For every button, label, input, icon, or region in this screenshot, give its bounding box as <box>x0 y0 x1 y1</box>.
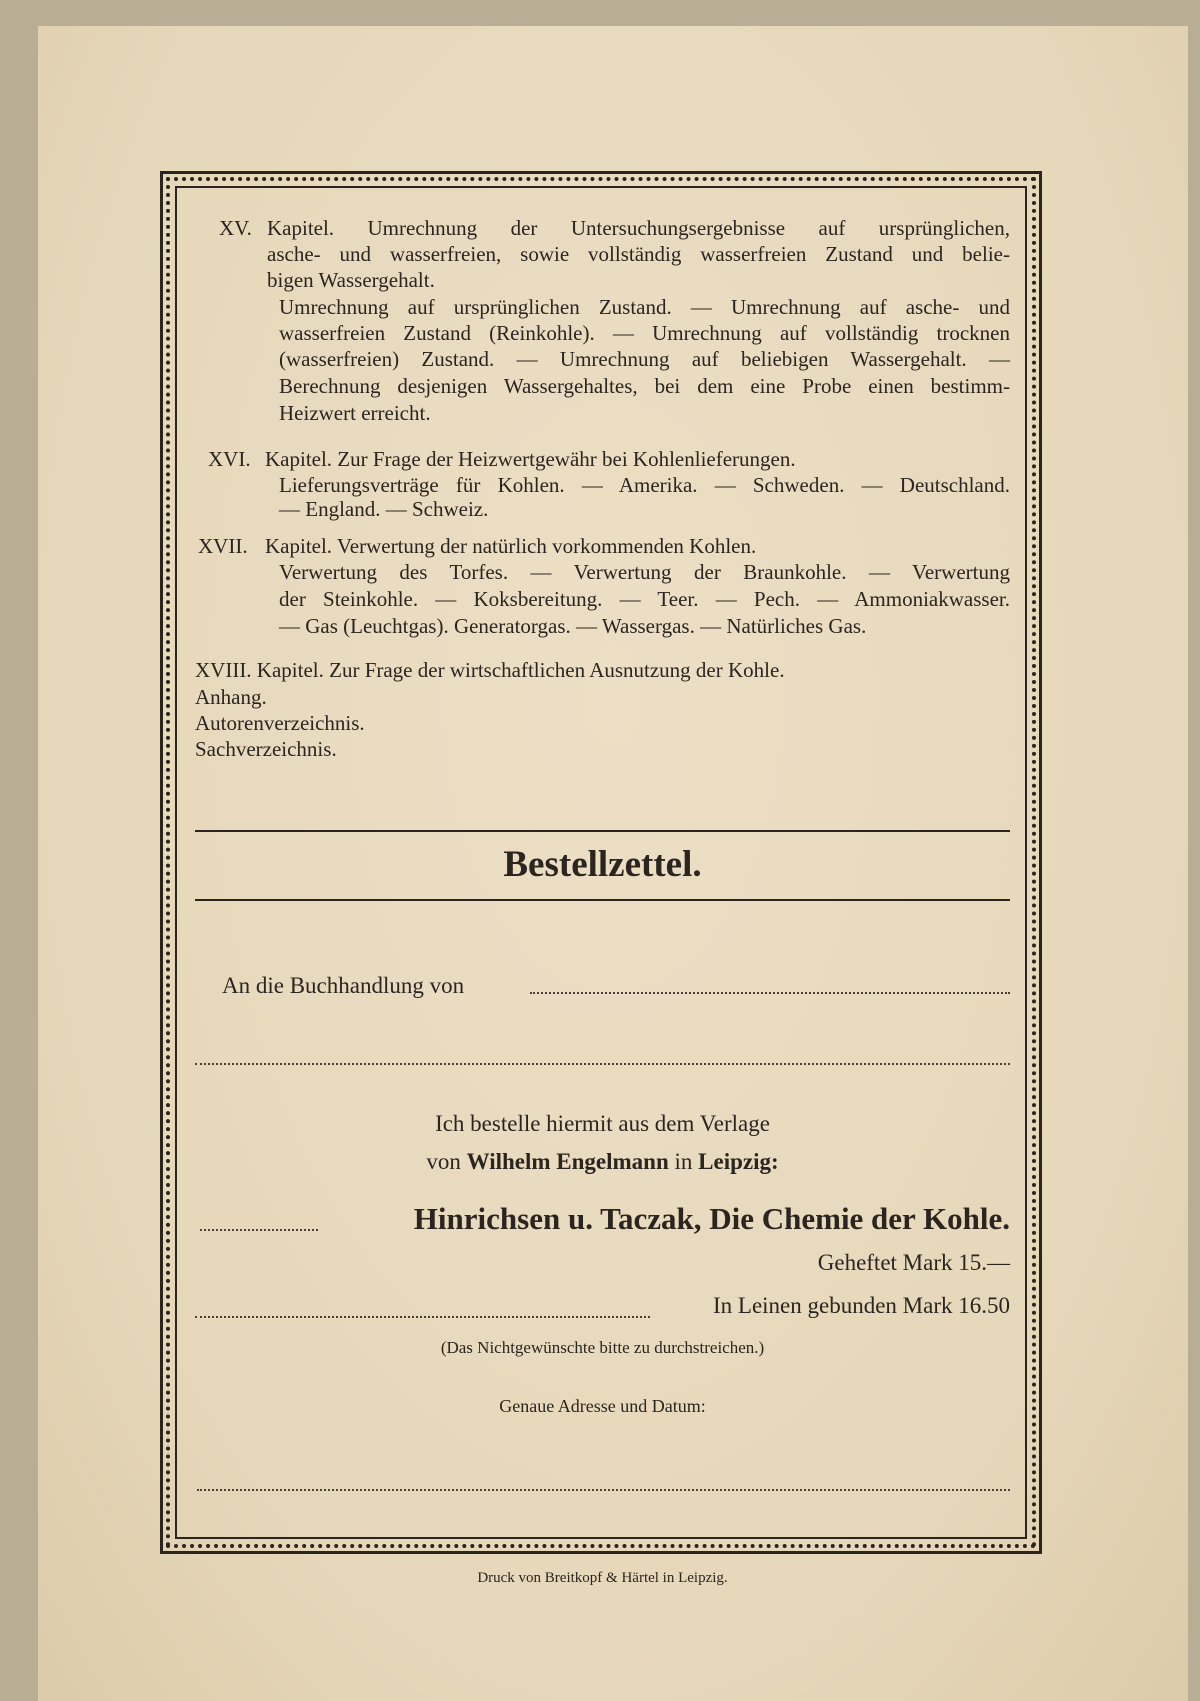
chapter-15-number: XV. <box>219 216 252 240</box>
chapter-15-body: Umrechnung auf ursprünglichen Zustand. — Umrechnung auf asche- und <box>279 295 1010 319</box>
chapter-15-body: Heizwert erreicht. <box>279 401 431 425</box>
appendix-item: Anhang. <box>195 685 267 709</box>
chapter-16-heading: Kapitel. Zur Frage der Heizwertgewähr bei Kohlenlieferungen. <box>265 447 796 471</box>
price-stitched: Geheftet Mark 15.— <box>817 1250 1010 1275</box>
chapter-17-body: der Steinkohle. — Koksbereitung. — Teer. — Pech. — Ammoniakwasser. <box>279 587 1010 611</box>
bookstore-fill-line[interactable] <box>530 992 1010 994</box>
chapter-15-body: wasserfreien Zustand (Reinkohle). — Umrechnung auf vollständig trocknen <box>279 321 1010 345</box>
bookstore-fill-line-2[interactable] <box>195 1063 1010 1065</box>
bookstore-label: An die Buchhandlung von <box>222 973 465 998</box>
chapter-15-body: (wasserfreien) Zustand. — Umrechnung auf beliebigen Wassergehalt. — <box>279 347 1010 371</box>
price-bound: In Leinen gebunden Mark 16.50 <box>712 1293 1010 1318</box>
chapter-17-number: XVII. <box>198 534 248 558</box>
order-line-1: Ich bestelle hiermit aus dem Verlage <box>435 1111 770 1136</box>
chapter-18-heading: XVIII. Kapitel. Zur Frage der wirtschaftlichen Ausnutzung der Kohle. <box>195 658 785 682</box>
chapter-16-number: XVI. <box>208 447 251 471</box>
order-line-2-pre: von <box>426 1149 467 1174</box>
order-line-2-mid: in <box>668 1149 699 1174</box>
chapter-17-body: — Gas (Leuchtgas). Generatorgas. — Wassergas. — Natürliches Gas. <box>279 614 867 638</box>
divider-rule <box>195 899 1010 901</box>
appendix-item: Autorenverzeichnis. <box>195 711 365 735</box>
order-line-2 <box>195 1149 1010 1175</box>
appendix-item: Sachverzeichnis. <box>195 737 337 761</box>
publisher-name: Wilhelm Engelmann <box>466 1149 669 1174</box>
chapter-16-body: Lieferungsverträge für Kohlen. — Amerika. — Schweden. — Deutschland. <box>279 473 1010 497</box>
address-fill-line[interactable] <box>197 1489 1010 1491</box>
divider-rule <box>195 830 1010 832</box>
book-title: Hinrichsen u. Taczak, Die Chemie der Kohle. <box>413 1201 1010 1236</box>
chapter-17-heading: Kapitel. Verwertung der natürlich vorkommenden Kohlen. <box>265 534 757 558</box>
chapter-16-body: — England. — Schweiz. <box>279 497 489 521</box>
chapter-15-heading: Kapitel. Umrechnung der Untersuchungsergebnisse auf ursprünglichen, <box>267 216 1010 240</box>
order-form-title: Bestellzettel. <box>503 844 702 885</box>
chapter-15-heading: asche- und wasserfreien, sowie vollständig wasserfreien Zustand und belie- <box>267 242 1010 266</box>
publisher-city: Leipzig: <box>698 1149 779 1174</box>
address-label: Genaue Adresse und Datum: <box>499 1396 706 1416</box>
chapter-15-heading: bigen Wassergehalt. <box>267 268 435 292</box>
strike-through-note: (Das Nichtgewünschte bitte zu durchstreichen.) <box>440 1338 765 1357</box>
printer-footer: Druck von Breitkopf & Härtel in Leipzig. <box>477 1570 728 1586</box>
chapter-15-body: Berechnung desjenigen Wassergehaltes, bei dem eine Probe einen bestimm- <box>279 374 1010 398</box>
chapter-17-body: Verwertung des Torfes. — Verwertung der Braunkohle. — Verwertung <box>279 560 1010 584</box>
